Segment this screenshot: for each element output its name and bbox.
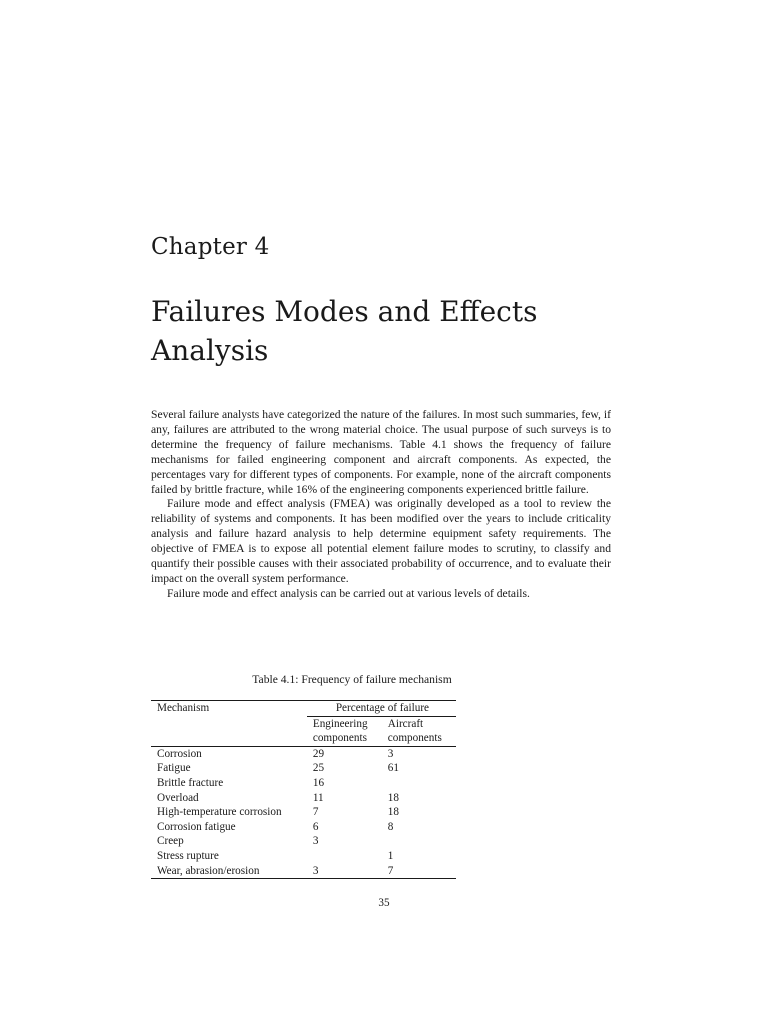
table-row xyxy=(151,820,456,835)
cell-engineering: 3 xyxy=(307,864,382,879)
cell-engineering: 6 xyxy=(312,820,319,833)
cell-mechanism: Corrosion xyxy=(151,746,307,761)
cell-engineering: 16 xyxy=(312,776,325,789)
failure-mechanism-table xyxy=(151,700,456,879)
cell-mechanism: Corrosion fatigue xyxy=(157,820,236,833)
cell-mechanism: High-temperature corrosion xyxy=(157,806,282,819)
table-row xyxy=(151,834,456,849)
chapter-title-line-1: Failures Modes and Effects xyxy=(151,295,538,328)
body-text xyxy=(151,408,611,602)
table-row xyxy=(151,849,456,864)
cell-aircraft: 8 xyxy=(387,820,394,833)
cell-engineering: 7 xyxy=(312,806,319,819)
cell-mechanism: Brittle fracture xyxy=(157,776,224,789)
table-row xyxy=(151,776,456,791)
chapter-title xyxy=(151,292,621,370)
cell-aircraft: 18 xyxy=(387,806,399,819)
header-percentage-group: Percentage of failure xyxy=(307,701,456,717)
cell-aircraft: 7 xyxy=(382,864,456,879)
table-caption xyxy=(151,673,553,686)
header-mechanism: Mechanism xyxy=(151,701,307,717)
cell-engineering: 25 xyxy=(312,762,325,775)
cell-aircraft: 3 xyxy=(382,746,456,761)
paragraph-1: Several failure analysts have categorized the nature of the failures. In most such summaries, few, if any, failures are attributed to the wrong material choice. The usual purpose of such surveys is to determine the frequency of failure mechanisms. Table 4.1 shows the frequency of failure mechanisms for failed engineering component and aircraft components. As expected, the percentages vary for different types of components. For example, none of the aircraft components failed by brittle fracture, while 16% of the engineering components experienced brittle failure. xyxy=(151,408,611,496)
cell-engineering: 3 xyxy=(312,835,319,848)
cell-engineering xyxy=(307,849,382,864)
header-spacer xyxy=(151,716,307,746)
cell-engineering: 29 xyxy=(307,746,382,761)
paragraph-2: Failure mode and effect analysis (FMEA) was originally developed as a tool to review the reliability of systems and components. It has been modified over the years to include criticality analysis and failure hazard analysis to help determine equipment safety requirements. The objective of FMEA is to expose all potential element failure modes to scrutiny, to classify and quantify their possible causes with their associated probability of occurrence, and to evaluate their impact on the overall system performance. xyxy=(151,497,611,585)
cell-engineering: 11 xyxy=(312,791,324,804)
cell-mechanism: Wear, abrasion/erosion xyxy=(151,864,307,879)
cell-aircraft xyxy=(382,776,456,791)
chapter-label: Chapter 4 xyxy=(151,234,270,260)
header-aircraft: Aircraft components xyxy=(387,717,442,745)
cell-aircraft: 1 xyxy=(387,849,394,862)
paragraph-3: Failure mode and effect analysis can be carried out at various levels of details. xyxy=(167,586,530,600)
page-number: 35 xyxy=(378,897,390,909)
cell-mechanism: Creep xyxy=(157,835,184,848)
cell-mechanism: Stress rupture xyxy=(157,849,219,862)
table-row xyxy=(151,746,456,761)
table-caption-text: Table 4.1: Frequency of failure mechanism xyxy=(252,673,452,686)
cell-mechanism: Overload xyxy=(157,791,199,804)
table-body xyxy=(151,746,456,878)
chapter-title-line-2: Analysis xyxy=(151,334,269,367)
table-row xyxy=(151,791,456,806)
cell-aircraft: 61 xyxy=(387,762,399,775)
cell-aircraft xyxy=(382,834,456,849)
cell-mechanism: Fatigue xyxy=(157,762,191,775)
table-row xyxy=(151,805,456,820)
cell-aircraft: 18 xyxy=(387,791,399,804)
header-engineering: Engineering components xyxy=(312,717,368,745)
table-row xyxy=(151,864,456,879)
table-row xyxy=(151,761,456,776)
